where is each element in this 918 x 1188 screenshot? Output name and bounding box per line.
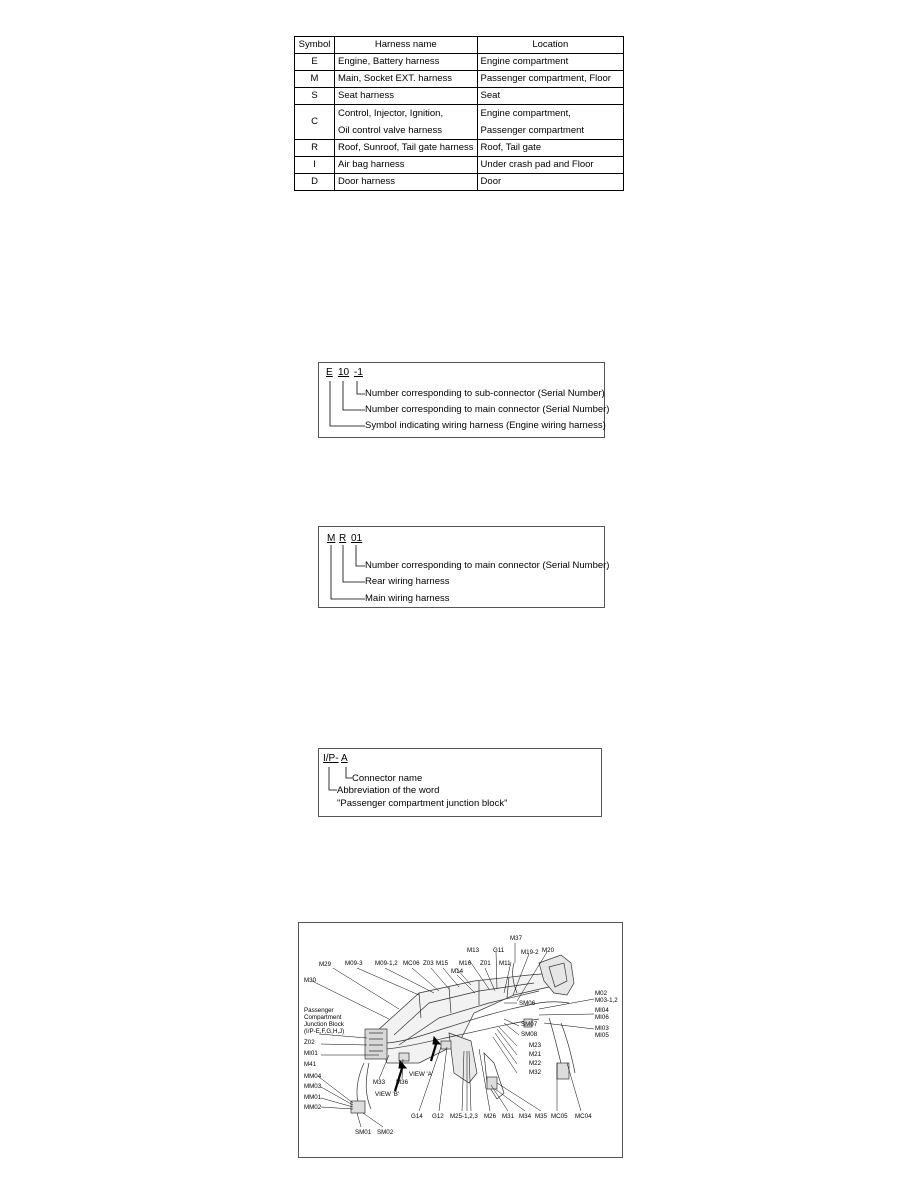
description-line: Symbol indicating wiring harness (Engine wiring harness) bbox=[365, 420, 606, 431]
label-mm01: MM01 bbox=[304, 1094, 322, 1101]
code-main-number: 10 bbox=[338, 367, 350, 378]
table-row bbox=[295, 54, 624, 71]
label-g12: G12 bbox=[432, 1113, 444, 1120]
label-m15: M15 bbox=[436, 960, 449, 967]
description-line: Number corresponding to sub-connector (Serial Number) bbox=[365, 388, 605, 399]
label-m22: M22 bbox=[529, 1060, 542, 1067]
label-mi03: MI03 bbox=[595, 1025, 609, 1032]
location-cell: Seat bbox=[477, 88, 623, 105]
label-m30: M30 bbox=[304, 977, 317, 984]
code-rear-symbol: R bbox=[339, 533, 347, 544]
label-mm03: MM03 bbox=[304, 1083, 322, 1090]
label-m13: M13 bbox=[467, 947, 480, 954]
label-sm07: SM07 bbox=[521, 1021, 538, 1028]
description-line: Abbreviation of the word bbox=[337, 785, 440, 796]
table-row bbox=[295, 105, 624, 140]
label-m41: M41 bbox=[304, 1061, 317, 1068]
table-header-row bbox=[295, 37, 624, 54]
location-cell bbox=[477, 105, 623, 140]
label-m19-2: M19-2 bbox=[521, 949, 539, 956]
description-line: Main wiring harness bbox=[365, 593, 450, 604]
connector-example-mr01-box bbox=[318, 526, 610, 608]
label-z02: Z02 bbox=[304, 1039, 315, 1046]
connector-example-ip-box bbox=[318, 748, 602, 817]
code-symbol-m: M bbox=[327, 533, 336, 544]
location-cell: Under crash pad and Floor bbox=[477, 157, 623, 174]
label-mc06: MC06 bbox=[403, 960, 420, 967]
label-m35: M35 bbox=[535, 1113, 548, 1120]
location-cell: Passenger compartment, Floor bbox=[477, 71, 623, 88]
description-line: Connector name bbox=[352, 773, 423, 784]
label-sm02: SM02 bbox=[377, 1129, 394, 1136]
description-line: Rear wiring harness bbox=[365, 576, 450, 587]
symbol-cell: D bbox=[295, 174, 335, 191]
harness-name-cell: Main, Socket EXT. harness bbox=[335, 71, 478, 88]
label-junction-block-line2: Compartment bbox=[304, 1014, 342, 1021]
harness-name-cell: Door harness bbox=[335, 174, 478, 191]
label-z03: Z03 bbox=[423, 960, 434, 967]
label-mi05: MI05 bbox=[595, 1032, 609, 1039]
harness-name-cell: Air bag harness bbox=[335, 157, 478, 174]
label-m09-3: M09-3 bbox=[345, 960, 363, 967]
description-line: Number corresponding to main connector (Serial Number) bbox=[365, 404, 610, 415]
symbol-cell: C bbox=[295, 105, 335, 140]
label-m11: M11 bbox=[499, 960, 511, 967]
label-m29: M29 bbox=[319, 961, 332, 968]
table-row bbox=[295, 157, 624, 174]
label-sm01: SM01 bbox=[355, 1129, 372, 1136]
symbol-cell: M bbox=[295, 71, 335, 88]
code-ip-prefix: I/P- bbox=[323, 753, 339, 764]
symbol-cell: S bbox=[295, 88, 335, 105]
label-junction-block-line3: Junction Block bbox=[304, 1021, 344, 1028]
label-mi06: MI06 bbox=[595, 1014, 609, 1021]
label-g14: G14 bbox=[411, 1113, 423, 1120]
label-view-a: VIEW 'A' bbox=[409, 1071, 434, 1078]
symbol-cell: E bbox=[295, 54, 335, 71]
label-view-b: VIEW 'B' bbox=[375, 1091, 400, 1098]
label-m32: M32 bbox=[529, 1069, 542, 1076]
label-mm04: MM04 bbox=[304, 1073, 322, 1080]
description-line: "Passenger compartment junction block" bbox=[337, 798, 508, 809]
harness-name-cell: Roof, Sunroof, Tail gate harness bbox=[335, 140, 478, 157]
connector-example-e10-box bbox=[318, 362, 610, 438]
location-line: Engine compartment, bbox=[480, 108, 571, 119]
label-m33: M33 bbox=[373, 1079, 386, 1086]
label-m31: M31 bbox=[502, 1113, 515, 1120]
label-mc04: MC04 bbox=[575, 1113, 592, 1120]
description-line: Number corresponding to main connector (Serial Number) bbox=[365, 560, 610, 571]
label-z01: Z01 bbox=[480, 960, 491, 967]
label-m23: M23 bbox=[529, 1042, 542, 1049]
label-m21: M21 bbox=[529, 1051, 542, 1058]
table-row bbox=[295, 174, 624, 191]
dashboard-harness-illustration bbox=[299, 923, 622, 1157]
symbol-cell: I bbox=[295, 157, 335, 174]
harness-symbol-table bbox=[294, 36, 624, 191]
label-m03-1-2: M03-1,2 bbox=[595, 997, 618, 1004]
code-symbol-e: E bbox=[326, 367, 333, 378]
label-sm08: SM08 bbox=[521, 1031, 538, 1038]
table-row bbox=[295, 140, 624, 157]
harness-name-line: Oil control valve harness bbox=[338, 125, 443, 136]
symbol-cell: R bbox=[295, 140, 335, 157]
code-connector-name: A bbox=[341, 753, 348, 764]
location-cell: Door bbox=[477, 174, 623, 191]
code-main-number: 01 bbox=[351, 533, 363, 544]
label-m36: M36 bbox=[396, 1079, 409, 1086]
label-m26: M26 bbox=[484, 1113, 497, 1120]
label-m37: M37 bbox=[510, 935, 523, 942]
harness-location-diagram bbox=[298, 922, 623, 1158]
location-cell: Engine compartment bbox=[477, 54, 623, 71]
label-m16: M16 bbox=[459, 960, 472, 967]
label-m25-1-2-3: M25-1,2,3 bbox=[450, 1113, 478, 1120]
table-row bbox=[295, 88, 624, 105]
label-m09-1-2: M09-1,2 bbox=[375, 960, 398, 967]
table-row bbox=[295, 71, 624, 88]
label-mc05: MC05 bbox=[551, 1113, 568, 1120]
label-junction-block-line4: (I/P-E,F,G,H,J) bbox=[304, 1028, 345, 1035]
column-header-location: Location bbox=[477, 37, 623, 54]
column-header-harness-name: Harness name bbox=[335, 37, 478, 54]
harness-name-cell: Engine, Battery harness bbox=[335, 54, 478, 71]
label-junction-block-line1: Passenger bbox=[304, 1007, 334, 1014]
label-sm06: SM06 bbox=[519, 1000, 536, 1007]
label-m14: M14 bbox=[451, 968, 464, 975]
harness-name-cell bbox=[335, 105, 478, 140]
label-mi04: MI04 bbox=[595, 1007, 609, 1014]
code-sub-number: -1 bbox=[354, 367, 363, 378]
location-line: Passenger compartment bbox=[480, 125, 585, 136]
label-m02: M02 bbox=[595, 990, 608, 997]
label-m34: M34 bbox=[519, 1113, 532, 1120]
harness-name-cell: Seat harness bbox=[335, 88, 478, 105]
label-mm02: MM02 bbox=[304, 1104, 322, 1111]
column-header-symbol: Symbol bbox=[295, 37, 335, 54]
label-m20: M20 bbox=[542, 947, 555, 954]
label-mi01: MI01 bbox=[304, 1050, 318, 1057]
location-cell: Roof, Tail gate bbox=[477, 140, 623, 157]
harness-name-line: Control, Injector, Ignition, bbox=[338, 108, 444, 119]
label-g11: G11 bbox=[493, 947, 505, 954]
